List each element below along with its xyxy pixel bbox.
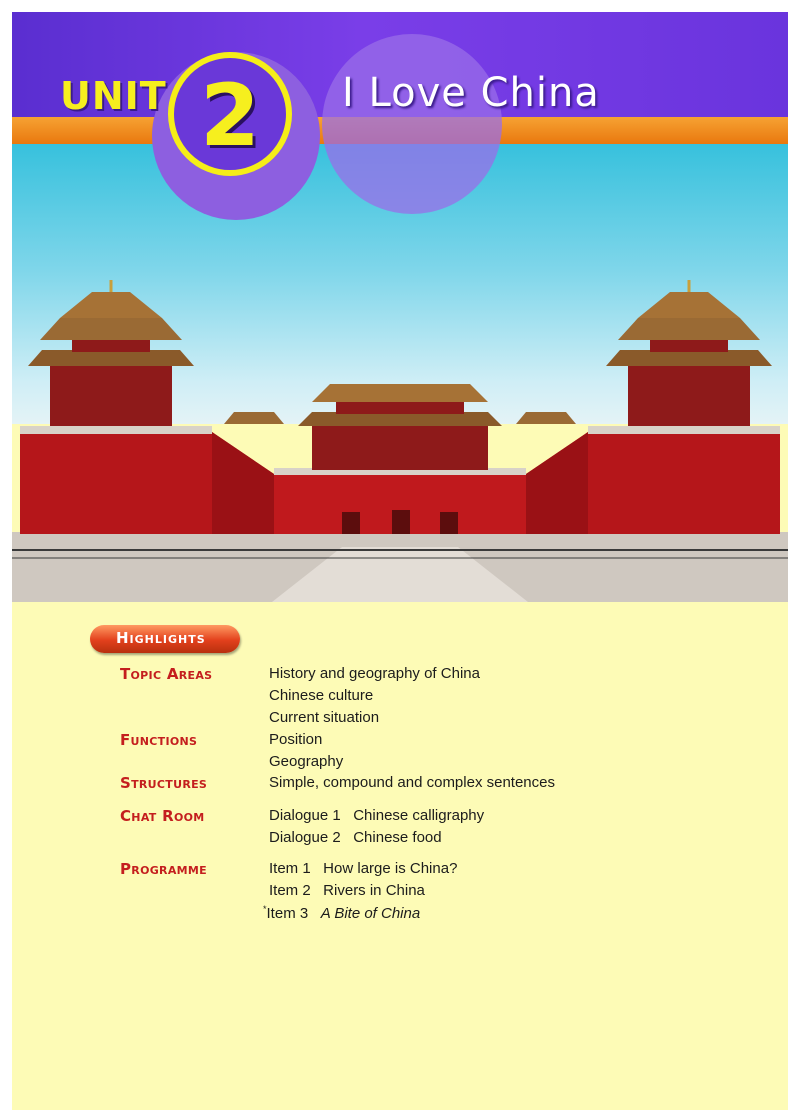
highlights-title: Highlights <box>116 629 206 647</box>
list-item: Position <box>269 731 323 748</box>
list-item-starred <box>263 904 420 922</box>
list-item: Dialogue 2 Chinese food <box>269 829 442 846</box>
list-item: History and geography of China <box>269 665 480 682</box>
list-item: Chinese culture <box>269 687 374 704</box>
forbidden-city-photo <box>12 262 788 602</box>
section-label-topic-areas: Topic Areas <box>120 665 213 683</box>
section-label-functions: Functions <box>120 731 198 749</box>
item-title-italic: A Bite of China <box>320 905 421 922</box>
list-item: Item 2 Rivers in China <box>269 882 425 899</box>
unit-number: 2 <box>200 66 260 166</box>
unit-label: UNIT <box>60 74 167 118</box>
item-prefix: Item 3 <box>266 905 321 922</box>
list-item: Item 1 How large is China? <box>269 860 458 877</box>
section-label-structures: Structures <box>120 774 208 792</box>
decorative-circle <box>322 34 502 214</box>
list-item: Simple, compound and complex sentences <box>269 774 555 791</box>
list-item: Geography <box>269 753 344 770</box>
unit-opener-page <box>12 12 788 1110</box>
asterisk-mark: * <box>263 904 267 914</box>
section-label-chat-room: Chat Room <box>120 807 205 825</box>
section-label-programme: Programme <box>120 860 207 878</box>
list-item: Dialogue 1 Chinese calligraphy <box>269 807 485 824</box>
unit-title: I Love China <box>342 70 600 116</box>
list-item: Current situation <box>269 709 380 726</box>
